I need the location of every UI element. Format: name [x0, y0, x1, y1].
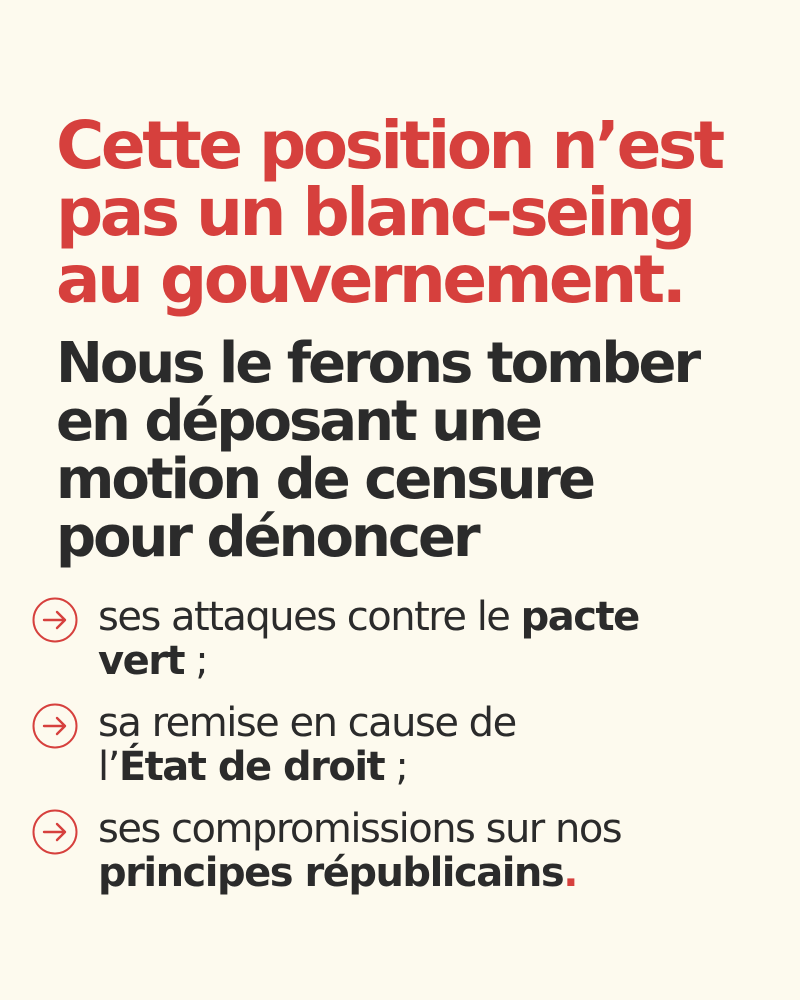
headline-line: pas un blanc-seing	[56, 174, 693, 251]
subheadline-line: motion de censure	[56, 447, 594, 512]
bullet-line	[98, 851, 621, 895]
headline	[56, 107, 776, 318]
bullet-line: ses compromissions sur nos	[98, 806, 622, 852]
bullet-line	[98, 745, 516, 789]
arrow-right-circle-icon	[32, 809, 78, 855]
bullet-regular-text: l’	[98, 744, 119, 790]
subheadline	[56, 331, 776, 570]
final-period: .	[563, 850, 577, 896]
list-item	[32, 701, 776, 789]
headline-line: Cette position n’est	[56, 107, 722, 184]
list-item	[32, 595, 776, 683]
bullet-text	[98, 807, 621, 895]
bullet-list	[32, 595, 776, 895]
headline-line: au gouvernement.	[56, 241, 684, 318]
arrow-right-circle-icon	[32, 597, 78, 643]
bullet-regular-text: ses attaques contre le	[98, 594, 521, 640]
bullet-bold-text: vert	[98, 638, 185, 684]
bullet-bold-text: État de droit	[118, 744, 385, 790]
bullet-line: sa remise en cause de	[98, 700, 516, 746]
list-item	[32, 807, 776, 895]
bullet-regular-text: ;	[384, 744, 408, 790]
subheadline-line: en déposant une	[56, 389, 540, 454]
bullet-bold-text: principes républicains	[98, 850, 564, 896]
bullet-line	[98, 595, 639, 639]
subheadline-line: Nous le ferons tomber	[56, 331, 699, 396]
bullet-text	[98, 701, 516, 789]
arrow-right-circle-icon	[32, 703, 78, 749]
post-content	[56, 107, 776, 913]
subheadline-line: pour dénoncer	[56, 505, 478, 570]
bullet-line	[98, 639, 639, 683]
bullet-bold-text: pacte	[520, 594, 639, 640]
bullet-text	[98, 595, 639, 683]
bullet-regular-text: ;	[184, 638, 208, 684]
